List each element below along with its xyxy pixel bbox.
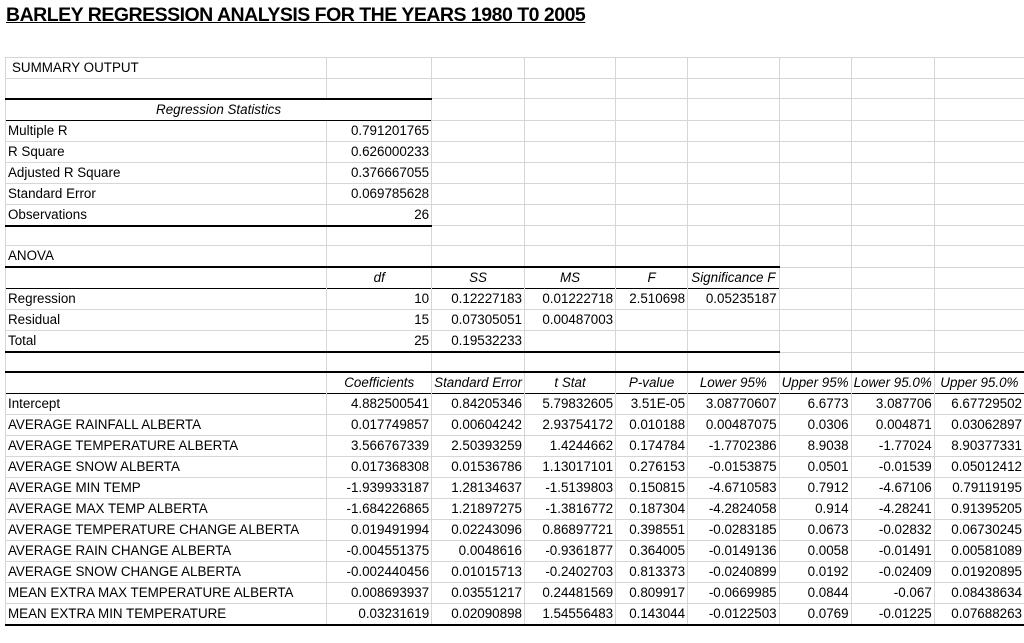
coefficient-cell[interactable]: 3.08770607 — [688, 394, 780, 415]
coefficient-cell[interactable]: 0.00604242 — [432, 415, 525, 436]
grid-cell[interactable] — [524, 99, 615, 121]
anova-cell[interactable]: 0.01222718 — [524, 289, 615, 310]
coefficient-cell[interactable]: 1.21897275 — [432, 499, 525, 520]
coefficient-cell[interactable]: -1.3816772 — [524, 499, 615, 520]
coefficient-column-header[interactable]: Upper 95.0% — [934, 372, 1024, 394]
coefficient-row-label[interactable]: AVERAGE MAX TEMP ALBERTA — [6, 499, 327, 520]
grid-cell[interactable] — [616, 58, 688, 79]
coefficient-cell[interactable]: 0.0058 — [779, 541, 851, 562]
grid-cell[interactable] — [851, 267, 934, 289]
coefficient-column-header[interactable]: Upper 95% — [779, 372, 851, 394]
grid-cell[interactable] — [6, 352, 327, 372]
spreadsheet-grid — [5, 57, 1024, 626]
grid-cell[interactable] — [779, 310, 851, 331]
grid-cell[interactable] — [432, 120, 525, 141]
grid-cell[interactable] — [934, 226, 1024, 246]
grid-cell[interactable] — [779, 267, 851, 289]
grid-cell[interactable] — [934, 267, 1024, 289]
coefficient-cell[interactable]: 1.13017101 — [524, 457, 615, 478]
coefficient-cell[interactable]: 8.90377331 — [934, 436, 1024, 457]
grid-cell[interactable] — [616, 79, 688, 99]
coefficient-cell[interactable]: -0.02832 — [851, 520, 934, 541]
coefficient-cell[interactable]: -0.0283185 — [688, 520, 780, 541]
coefficient-cell[interactable]: -0.067 — [851, 583, 934, 604]
grid-cell[interactable] — [851, 162, 934, 183]
grid-cell[interactable] — [779, 352, 851, 372]
coefficient-cell[interactable]: 0.0769 — [779, 604, 851, 626]
grid-cell[interactable] — [6, 226, 327, 246]
coefficient-cell[interactable]: 1.54556483 — [524, 604, 615, 626]
coefficient-row-label[interactable]: AVERAGE RAINFALL ALBERTA — [6, 415, 327, 436]
coefficient-cell[interactable]: 3.51E-05 — [616, 394, 688, 415]
coefficient-cell[interactable]: -4.28241 — [851, 499, 934, 520]
grid-cell[interactable] — [327, 246, 432, 268]
coefficient-cell[interactable]: -4.2824058 — [688, 499, 780, 520]
grid-cell[interactable] — [779, 183, 851, 204]
coefficient-cell[interactable]: 0.00581089 — [934, 541, 1024, 562]
coefficient-cell[interactable]: -1.77024 — [851, 436, 934, 457]
coefficient-cell[interactable]: 3.566767339 — [327, 436, 432, 457]
coefficient-cell[interactable]: 0.84205346 — [432, 394, 525, 415]
coefficient-cell[interactable]: -0.9361877 — [524, 541, 615, 562]
grid-cell[interactable] — [779, 99, 851, 121]
grid-cell[interactable] — [934, 246, 1024, 268]
grid-cell[interactable] — [851, 204, 934, 226]
grid-cell[interactable] — [934, 204, 1024, 226]
coefficient-cell[interactable]: 0.276153 — [616, 457, 688, 478]
grid-cell[interactable] — [524, 226, 615, 246]
coefficient-column-header[interactable]: Standard Error — [432, 372, 525, 394]
coefficient-cell[interactable]: 0.02243096 — [432, 520, 525, 541]
anova-cell[interactable]: 15 — [327, 310, 432, 331]
grid-cell[interactable] — [851, 79, 934, 99]
anova-cell[interactable] — [688, 310, 780, 331]
grid-cell[interactable] — [688, 226, 780, 246]
coefficient-cell[interactable]: 0.143044 — [616, 604, 688, 626]
grid-cell[interactable] — [688, 99, 780, 121]
coefficient-cell[interactable]: 2.93754172 — [524, 415, 615, 436]
coefficient-cell[interactable]: 0.0192 — [779, 562, 851, 583]
coefficient-cell[interactable]: 0.0048616 — [432, 541, 525, 562]
grid-cell[interactable] — [934, 99, 1024, 121]
coefficient-cell[interactable]: 0.03231619 — [327, 604, 432, 626]
grid-cell[interactable] — [779, 331, 851, 353]
grid-cell[interactable] — [616, 141, 688, 162]
grid-cell[interactable] — [851, 226, 934, 246]
coefficient-cell[interactable]: 0.79119195 — [934, 478, 1024, 499]
coefficient-cell[interactable]: -0.0240899 — [688, 562, 780, 583]
grid-cell[interactable] — [432, 204, 525, 226]
coefficient-cell[interactable]: 0.809917 — [616, 583, 688, 604]
coefficient-cell[interactable]: 0.07688263 — [934, 604, 1024, 626]
grid-cell[interactable] — [524, 183, 615, 204]
coefficient-cell[interactable]: 0.150815 — [616, 478, 688, 499]
grid-cell[interactable] — [524, 352, 615, 372]
coefficient-row-label[interactable]: MEAN EXTRA MAX TEMPERATURE ALBERTA — [6, 583, 327, 604]
grid-cell[interactable] — [616, 352, 688, 372]
grid-cell[interactable] — [688, 183, 780, 204]
coefficient-cell[interactable]: 0.02090898 — [432, 604, 525, 626]
coefficient-cell[interactable]: -1.684226865 — [327, 499, 432, 520]
grid-cell[interactable] — [851, 246, 934, 268]
coefficient-cell[interactable]: -0.2402703 — [524, 562, 615, 583]
grid-cell[interactable] — [616, 246, 688, 268]
grid-cell[interactable] — [934, 352, 1024, 372]
grid-cell[interactable] — [851, 352, 934, 372]
grid-cell[interactable] — [851, 99, 934, 121]
anova-cell[interactable]: 0.00487003 — [524, 310, 615, 331]
coefficient-row-label[interactable]: AVERAGE RAIN CHANGE ALBERTA — [6, 541, 327, 562]
stat-value[interactable]: 0.791201765 — [327, 120, 432, 141]
grid-cell[interactable] — [616, 162, 688, 183]
coefficient-cell[interactable]: 0.01536786 — [432, 457, 525, 478]
coefficient-cell[interactable]: 0.06730245 — [934, 520, 1024, 541]
grid-cell[interactable] — [327, 352, 432, 372]
grid-cell[interactable] — [432, 226, 525, 246]
coefficient-cell[interactable]: 3.087706 — [851, 394, 934, 415]
anova-cell[interactable]: 0.19532233 — [432, 331, 525, 353]
stat-label[interactable]: Observations — [6, 204, 327, 226]
grid-cell[interactable] — [616, 120, 688, 141]
stat-value[interactable]: 26 — [327, 204, 432, 226]
coefficient-cell[interactable]: 0.01015713 — [432, 562, 525, 583]
coefficient-cell[interactable]: 6.6773 — [779, 394, 851, 415]
coefficient-row-label[interactable]: AVERAGE SNOW CHANGE ALBERTA — [6, 562, 327, 583]
grid-cell[interactable] — [524, 141, 615, 162]
anova-column-header[interactable]: Significance F — [688, 267, 780, 289]
coefficient-row-label[interactable]: MEAN EXTRA MIN TEMPERATURE — [6, 604, 327, 626]
coefficient-cell[interactable]: 5.79832605 — [524, 394, 615, 415]
grid-cell[interactable] — [851, 183, 934, 204]
grid-cell[interactable] — [6, 372, 327, 394]
grid-cell[interactable] — [432, 352, 525, 372]
coefficient-cell[interactable]: 0.019491994 — [327, 520, 432, 541]
coefficient-cell[interactable]: 0.398551 — [616, 520, 688, 541]
grid-cell[interactable] — [432, 79, 525, 99]
coefficient-cell[interactable]: 0.01920895 — [934, 562, 1024, 583]
coefficient-row-label[interactable]: AVERAGE TEMPERATURE ALBERTA — [6, 436, 327, 457]
grid-cell[interactable] — [432, 99, 525, 121]
coefficient-cell[interactable]: -1.7702386 — [688, 436, 780, 457]
coefficient-cell[interactable]: 0.0673 — [779, 520, 851, 541]
stat-label[interactable]: Standard Error — [6, 183, 327, 204]
coefficient-cell[interactable]: 0.0306 — [779, 415, 851, 436]
coefficient-column-header[interactable]: P-value — [616, 372, 688, 394]
coefficient-cell[interactable]: 0.00487075 — [688, 415, 780, 436]
grid-cell[interactable] — [432, 58, 525, 79]
grid-cell[interactable] — [688, 162, 780, 183]
grid-cell[interactable] — [779, 58, 851, 79]
coefficient-cell[interactable]: 0.0844 — [779, 583, 851, 604]
coefficient-cell[interactable]: 0.813373 — [616, 562, 688, 583]
grid-cell[interactable] — [6, 79, 327, 99]
grid-cell[interactable] — [779, 141, 851, 162]
coefficient-cell[interactable]: 0.364005 — [616, 541, 688, 562]
anova-cell[interactable]: 2.510698 — [616, 289, 688, 310]
grid-cell[interactable] — [524, 204, 615, 226]
grid-cell[interactable] — [6, 267, 327, 289]
anova-cell[interactable]: 0.05235187 — [688, 289, 780, 310]
stat-value[interactable]: 0.376667055 — [327, 162, 432, 183]
grid-cell[interactable] — [934, 289, 1024, 310]
grid-cell[interactable] — [934, 79, 1024, 99]
grid-cell[interactable] — [934, 141, 1024, 162]
coefficient-cell[interactable]: -0.01539 — [851, 457, 934, 478]
grid-cell[interactable] — [327, 226, 432, 246]
coefficient-cell[interactable]: 0.03551217 — [432, 583, 525, 604]
coefficient-cell[interactable]: 0.017368308 — [327, 457, 432, 478]
grid-cell[interactable] — [779, 162, 851, 183]
coefficient-column-header[interactable]: t Stat — [524, 372, 615, 394]
coefficient-cell[interactable]: -0.0669985 — [688, 583, 780, 604]
coefficient-row-label[interactable]: AVERAGE MIN TEMP — [6, 478, 327, 499]
grid-cell[interactable] — [327, 79, 432, 99]
grid-cell[interactable] — [934, 120, 1024, 141]
coefficient-column-header[interactable]: Lower 95% — [688, 372, 780, 394]
coefficient-cell[interactable]: 4.882500541 — [327, 394, 432, 415]
grid-cell[interactable] — [688, 120, 780, 141]
grid-cell[interactable] — [688, 246, 780, 268]
stat-label[interactable]: Adjusted R Square — [6, 162, 327, 183]
grid-cell[interactable] — [779, 246, 851, 268]
grid-cell[interactable] — [779, 79, 851, 99]
grid-cell[interactable] — [327, 58, 432, 79]
grid-cell[interactable] — [432, 162, 525, 183]
coefficient-cell[interactable]: 1.28134637 — [432, 478, 525, 499]
grid-cell[interactable] — [432, 141, 525, 162]
grid-cell[interactable] — [688, 204, 780, 226]
coefficient-cell[interactable]: 0.86897721 — [524, 520, 615, 541]
regression-statistics-header[interactable]: Regression Statistics — [6, 99, 432, 121]
coefficient-cell[interactable]: 0.008693937 — [327, 583, 432, 604]
document-title: BARLEY REGRESSION ANALYSIS FOR THE YEARS 1980 T0 2005 — [6, 4, 586, 26]
grid-cell[interactable] — [934, 162, 1024, 183]
anova-cell[interactable] — [616, 310, 688, 331]
coefficient-row-label[interactable]: Intercept — [6, 394, 327, 415]
anova-label[interactable]: ANOVA — [6, 246, 327, 268]
coefficient-cell[interactable]: 0.174784 — [616, 436, 688, 457]
grid-cell[interactable] — [934, 331, 1024, 353]
anova-cell[interactable]: 25 — [327, 331, 432, 353]
grid-cell[interactable] — [779, 226, 851, 246]
coefficient-cell[interactable]: -1.5139803 — [524, 478, 615, 499]
anova-column-header[interactable]: SS — [432, 267, 525, 289]
grid-cell[interactable] — [934, 183, 1024, 204]
coefficient-cell[interactable]: 2.50393259 — [432, 436, 525, 457]
stat-value[interactable]: 0.069785628 — [327, 183, 432, 204]
anova-column-header[interactable]: F — [616, 267, 688, 289]
grid-cell[interactable] — [779, 289, 851, 310]
coefficient-cell[interactable]: 0.03062897 — [934, 415, 1024, 436]
summary-output-label[interactable]: SUMMARY OUTPUT — [6, 58, 327, 79]
coefficient-row-label[interactable]: AVERAGE TEMPERATURE CHANGE ALBERTA — [6, 520, 327, 541]
coefficient-cell[interactable]: 0.004871 — [851, 415, 934, 436]
coefficient-cell[interactable]: -1.939933187 — [327, 478, 432, 499]
coefficient-column-header[interactable]: Lower 95.0% — [851, 372, 934, 394]
coefficient-cell[interactable]: 1.4244662 — [524, 436, 615, 457]
grid-cell[interactable] — [851, 141, 934, 162]
grid-cell[interactable] — [524, 58, 615, 79]
coefficient-cell[interactable]: -4.6710583 — [688, 478, 780, 499]
grid-cell[interactable] — [851, 58, 934, 79]
coefficient-cell[interactable]: 8.9038 — [779, 436, 851, 457]
grid-cell[interactable] — [688, 58, 780, 79]
coefficient-cell[interactable]: 0.187304 — [616, 499, 688, 520]
grid-cell[interactable] — [432, 246, 525, 268]
grid-cell[interactable] — [851, 120, 934, 141]
coefficient-cell[interactable]: 0.7912 — [779, 478, 851, 499]
coefficient-cell[interactable]: -0.0149136 — [688, 541, 780, 562]
grid-cell[interactable] — [779, 120, 851, 141]
anova-cell[interactable] — [688, 331, 780, 353]
grid-cell[interactable] — [688, 352, 780, 372]
coefficient-column-header[interactable]: Coefficients — [327, 372, 432, 394]
coefficient-cell[interactable]: -0.01491 — [851, 541, 934, 562]
coefficient-cell[interactable]: -0.02409 — [851, 562, 934, 583]
coefficient-cell[interactable]: 6.67729502 — [934, 394, 1024, 415]
grid-cell[interactable] — [688, 141, 780, 162]
coefficient-cell[interactable]: 0.05012412 — [934, 457, 1024, 478]
grid-cell[interactable] — [851, 331, 934, 353]
coefficient-row-label[interactable]: AVERAGE SNOW ALBERTA — [6, 457, 327, 478]
grid-cell[interactable] — [524, 120, 615, 141]
grid-cell[interactable] — [616, 99, 688, 121]
grid-cell[interactable] — [616, 226, 688, 246]
coefficient-cell[interactable]: -0.0153875 — [688, 457, 780, 478]
grid-cell[interactable] — [524, 79, 615, 99]
anova-cell[interactable]: 0.12227183 — [432, 289, 525, 310]
anova-cell[interactable] — [616, 331, 688, 353]
anova-column-header[interactable]: df — [327, 267, 432, 289]
coefficient-cell[interactable]: -0.0122503 — [688, 604, 780, 626]
anova-cell[interactable]: 0.07305051 — [432, 310, 525, 331]
stat-label[interactable]: R Square — [6, 141, 327, 162]
grid-cell[interactable] — [934, 58, 1024, 79]
grid-cell[interactable] — [616, 183, 688, 204]
anova-cell[interactable] — [524, 331, 615, 353]
grid-cell[interactable] — [616, 204, 688, 226]
coefficient-cell[interactable]: -0.004551375 — [327, 541, 432, 562]
stat-value[interactable]: 0.626000233 — [327, 141, 432, 162]
coefficient-cell[interactable]: -0.002440456 — [327, 562, 432, 583]
grid-cell[interactable] — [851, 310, 934, 331]
grid-cell[interactable] — [524, 246, 615, 268]
coefficient-cell[interactable]: 0.08438634 — [934, 583, 1024, 604]
anova-row-label[interactable]: Total — [6, 331, 327, 353]
coefficient-cell[interactable]: 0.0501 — [779, 457, 851, 478]
coefficient-cell[interactable]: 0.91395205 — [934, 499, 1024, 520]
coefficient-cell[interactable]: 0.017749857 — [327, 415, 432, 436]
anova-column-header[interactable]: MS — [524, 267, 615, 289]
grid-cell[interactable] — [779, 204, 851, 226]
coefficient-cell[interactable]: 0.010188 — [616, 415, 688, 436]
grid-cell[interactable] — [432, 183, 525, 204]
anova-row-label[interactable]: Regression — [6, 289, 327, 310]
coefficient-cell[interactable]: -0.01225 — [851, 604, 934, 626]
coefficient-cell[interactable]: -4.67106 — [851, 478, 934, 499]
anova-row-label[interactable]: Residual — [6, 310, 327, 331]
anova-cell[interactable]: 10 — [327, 289, 432, 310]
grid-cell[interactable] — [934, 310, 1024, 331]
stat-label[interactable]: Multiple R — [6, 120, 327, 141]
grid-cell[interactable] — [851, 289, 934, 310]
grid-cell[interactable] — [524, 162, 615, 183]
grid-cell[interactable] — [688, 79, 780, 99]
coefficient-cell[interactable]: 0.914 — [779, 499, 851, 520]
coefficient-cell[interactable]: 0.24481569 — [524, 583, 615, 604]
